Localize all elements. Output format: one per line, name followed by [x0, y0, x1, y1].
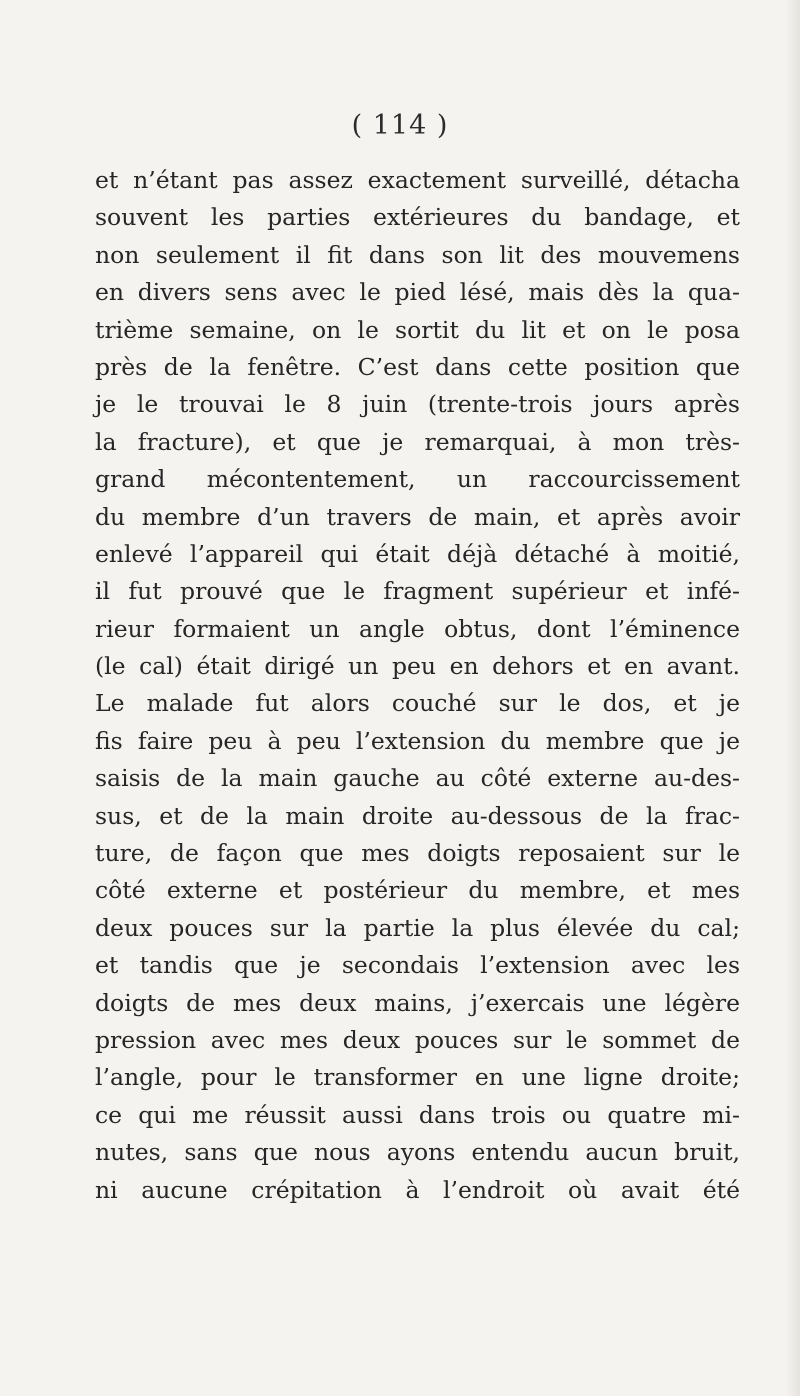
text-line: enlevé l’appareil qui était déjà détaché à moitié,	[95, 539, 740, 568]
text-line: et tandis que je secondais l’extension avec les	[95, 951, 740, 980]
text-line: du membre d’un travers de main, et après avoir	[95, 502, 740, 531]
text-line: fis faire peu à peu l’extension du membre que je	[95, 726, 740, 755]
text-line: Le malade fut alors couché sur le dos, et je	[95, 689, 740, 718]
page-number: ( 114 )	[351, 110, 449, 141]
text-line: l’angle, pour le transformer en une ligne droite;	[95, 1063, 740, 1092]
text-line: deux pouces sur la partie la plus élevée du cal;	[95, 913, 740, 942]
text-line: doigts de mes deux mains, j’exercais une légère	[95, 988, 740, 1017]
text-line: ture, de façon que mes doigts reposaient sur le	[95, 839, 740, 868]
text-line: ni aucune crépitation à l’endroit où avait été	[95, 1175, 740, 1204]
text-line: non seulement il fit dans son lit des mouvemens	[95, 240, 740, 269]
body-text	[95, 162, 740, 1209]
text-line: rieur formaient un angle obtus, dont l’éminence	[95, 614, 740, 643]
text-line: nutes, sans que nous ayons entendu aucun bruit,	[95, 1138, 740, 1167]
text-line: pression avec mes deux pouces sur le sommet de	[95, 1025, 740, 1054]
text-line: (le cal) était dirigé un peu en dehors et en avant.	[95, 652, 740, 681]
text-line: et n’étant pas assez exactement surveillé, détacha	[95, 166, 740, 194]
text-line: saisis de la main gauche au côté externe au-des-	[95, 764, 740, 793]
text-line: sus, et de la main droite au-dessous de la frac-	[95, 801, 740, 830]
text-line: près de la fenêtre. C’est dans cette position que	[95, 352, 740, 381]
text-line: grand mécontentement, un raccourcissement	[95, 465, 740, 494]
text-line: il fut prouvé que le fragment supérieur et infé-	[95, 577, 740, 606]
text-line: souvent les parties extérieures du bandage, et	[95, 203, 740, 232]
text-line: trième semaine, on le sortit du lit et on le posa	[95, 315, 740, 344]
text-line: ce qui me réussit aussi dans trois ou quatre mi-	[95, 1100, 740, 1129]
text-line: je le trouvai le 8 juin (trente-trois jours après	[95, 390, 740, 419]
text-line: en divers sens avec le pied lésé, mais dès la qua-	[95, 278, 740, 307]
page-edge-shadow	[786, 0, 800, 1396]
text-line: côté externe et postérieur du membre, et mes	[95, 876, 740, 905]
text-line: la fracture), et que je remarquai, à mon très-	[95, 427, 740, 456]
